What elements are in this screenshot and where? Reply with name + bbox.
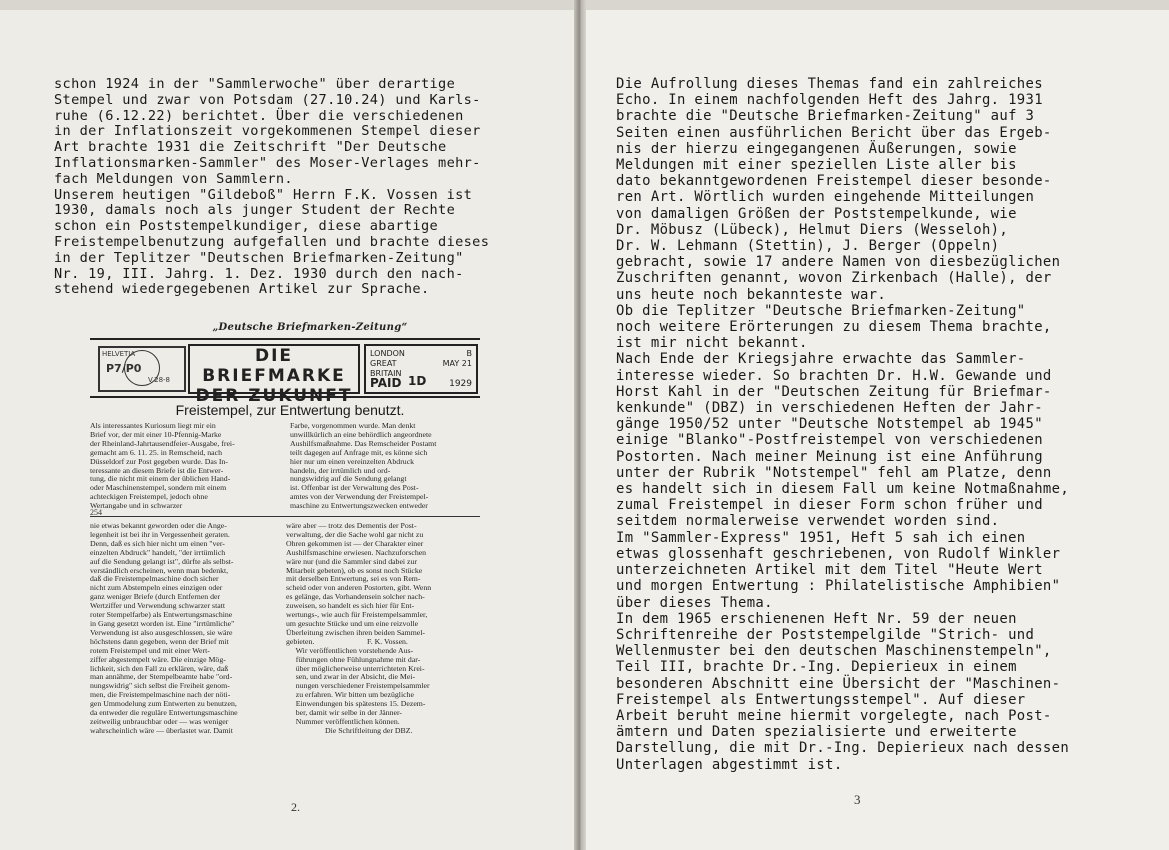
helvetia-postmark [98, 346, 186, 392]
book-gutter [574, 0, 586, 850]
meter-date: B MAY 21 [442, 349, 472, 368]
clipping-stamp-banner [90, 338, 480, 406]
left-page [0, 10, 578, 850]
right-page-number: 3 [854, 792, 861, 807]
postmark-country: HELVETIA [102, 350, 136, 358]
meter-value: 1D [408, 374, 427, 388]
meter-paid-label: PAID [370, 376, 402, 390]
clipping-title: Freistempel, zur Entwertung benutzt. [175, 402, 405, 418]
clipping-column-2b: wäre aber — trotz des Dementis der Post- verwaltung, der die Sache wohl gar nicht zu Ohren gekommen ist — der Charakter einer Aushilfsmaschine erwiesen. Nachzuforschen wäre nur (und die Sammler sind dabei zur Mitarbeit gebeten), ob es sonst noch Stücke mit derselben Entwertung, sei es von Rem- scheid oder von anderen Postorten, gibt. Wenn es gelänge, das Vorhandensein solcher nach- zuweisen, so handelt es sich hier für Ent- wertungs-, wie auch für Freistempelsammler, um gesuchte Stücke und um eine reizvolle Überleitung zwischen ihren beiden Sammel- gebieten. F. K. Vossen. Wir veröffentlichen vorstehende Aus- führungen ohne Fühlungnahme mit dar- über möglicherweise unterrichteten Krei- sen, und zwar in der Absicht, die Mei- nungen verschiedener Freistempelsammler zu erfahren. Wir bitten um bezügliche Einwendungen bis spätestens 15. Dezem- ber, damit wir selbe in der Jänner- Nummer veröffentlichen können. Die Schriftleitung der DBZ. [286, 521, 432, 735]
clipping-header: „Deutsche Briefmarken-Zeitung“ [212, 322, 408, 333]
postmark-value: P7/P0 [106, 362, 142, 375]
left-page-number: 2. [291, 800, 300, 814]
clipping-column-1a: Als interessantes Kuriosum liegt mir ein Brief vor, der mit einer 10-Pfennig-Marke der Rheinland-Jahrtausendfeier-Ausgabe, frei- gemacht am 6. 11. 25. in Remscheid, nach Düsseldorf zur Post gegeben wurde. Das In- teressante an diesem Briefe ist die Entwer- tung, die nicht mit einem der üblichen Hand- oder Maschinenstempel, sondern mit einem achteckigen Freistempel, jedoch ohne Wertangabe und in schwarzer [90, 421, 235, 511]
postmark-date: V.28-8 [148, 376, 170, 384]
meter-location: LONDON GREAT BRITAIN [370, 349, 405, 378]
clipping-column-1b: Farbe, vorgenommen wurde. Man denkt unwillkürlich an eine behördlich angeordnete Aushilfsmaßnahme. Das Remscheider Postamt teilt dagegen auf Anfrage mit, es könne sich hier nur um einen vereinzelten Abdruck handeln, der irrtümlich und ord- nungswidrig auf die Sendung gelangt ist. Offenbar ist der Verwaltung des Post- amtes von der Verwendung der Freistempel- maschine zu Entwertungszwecken entweder [290, 421, 437, 511]
clipping-divider [90, 516, 480, 517]
left-page-typed-text: schon 1924 in der "Sammlerwoche" über derartige Stempel und zwar von Potsdam (27.10.24) und Karls- ruhe (6.12.22) berichtet. Über die verschiedenen in der Inflationszeit vorgekommenen Stempel dieser Art brachte 1931 die Zeitschrift "Der Deutsche Inflationsmarken-Sammler" des Moser-Verlages mehr- fach Meldungen von Sammlern. Unserem heutigen "Gildeboß" Herrn F.K. Vossen ist 1930, damals noch als junger Student der Rechte schon ein Poststempelkundiger, diese abartige Freistempelbenutzung aufgefallen und brachte dieses in der Teplitzer "Deutschen Briefmarken-Zeitung" Nr. 19, III. Jahrg. 1. Dez. 1930 durch den nach- stehend wiedergegebenen Artikel zur Sprache. [54, 76, 490, 298]
right-page-typed-text: Die Aufrollung dieses Themas fand ein zahlreiches Echo. In einem nachfolgenden Heft des Jahrg. 1931 brachte die "Deutsche Briefmarken-Zeitung" auf 3 Seiten einen ausführlichen Bericht über das Ergeb- nis der hierzu eingegangenen Äußerungen, sowie Meldungen mit einer speziellen Liste aller bis dato bekanntgewordenen Freistempel dieser besonde- ren Art. Wörtlich wurden eingehende Mitteilungen von damaligen Größen der Poststempelkunde, wie Dr. Möbusz (Lübeck), Helmut Diers (Wesseloh), Dr. W. Lehmann (Stettin), J. Berger (Oppeln) gebracht, sowie 17 andere Namen von diesbezüglichen Zuschriften genannt, wovon Zirkenbach (Halle), der uns heute noch bekannteste war. Ob die Teplitzer "Deutsche Briefmarken-Zeitung" noch weitere Erörterungen zu diesem Thema brachte, ist mir nicht bekannt. Nach Ende der Kriegsjahre erwachte das Sammler- interesse wieder. So brachten Dr. H.W. Gewande und Horst Kahl in der "Deutschen Zeitung für Briefmar- kenkunde" (DBZ) in verschiedenen Heften der Jahr- gänge 1950/52 unter "Deutsche Notstempel ab 1945" einige "Blanko"-Postfreistempel von verschiedenen Postorten. Nach meiner Meinung ist eine Anführung unter der Rubrik "Notstempel" fehl am Platze, denn es handelt sich in diesem Fall um keine Notmaßnahme, zumal Freistempel in dieser Form schon früher und seitdem normalerweise verwendet worden sind. Im "Sammler-Express" 1951, Heft 5 sah ich einen etwas glossenhaft geschriebenen, von Rudolf Winkler unterzeichneten Artikel mit dem Titel "Heute Wert und morgen Entwertung : Philatelistische Amphibien" über dieses Thema. In dem 1965 erschienenen Heft Nr. 59 der neuen Schriftenreihe der Poststempelgilde "Strich- und Wellenmuster bei den deutschen Maschinenstempeln", Teil III, brachte Dr.-Ing. Depierieux in einem besonderen Abschnitt eine Übersicht der "Maschinen- Freistempel als Entwertungsstempel". Auf dieser Arbeit beruht meine hiermit vorgelegte, nach Post- ämtern und Daten spezialisierte und erweiterte Darstellung, die mit Dr.-Ing. Depierieux nach dessen Unterlagen abgestimmt ist. [616, 76, 1070, 773]
banner-line-2: DER ZUKUNFT [195, 386, 353, 406]
clipping-column-2a: nie etwas bekannt geworden oder die Ange- legenheit ist bei ihr in Vergessenheit geraten. Denn, daß es sich hier nicht um einen "ver- einzelten Abdruck" handelt, "der irrtümlich auf die Sendung gelangt ist", dürfte als selbst- verständlich erscheinen, wenn man bedenkt, daß die Freistempelmaschine doch sicher nicht zum Abstempeln eines einzigen oder ganz weniger Briefe (durch Entfernen der Wertziffer und Verwendung schwarzer statt roter Stempelfarbe) als Entwertungsmaschine in Gang gesetzt worden ist. Eine "irrtümliche" Verwendung ist also ausgeschlossen, sie wäre höchstens dann gegeben, wenn der Brief mit rotem Freistempel und mit einer Wert- ziffer abgestempelt wäre. Die einzige Mög- lichkeit, sich den Fall zu erklären, wäre, daß man annähme, der Stempelbeamte habe "ord- nungswidrig" sich selbst die Freiheit genom- men, die Freistempelmaschine nach der nöti- gen Ummodelung zum Entwerten zu benutzen, da entweder die reguläre Entwertungsmaschine zeitweilig unbrauchbar oder — was weniger wahrscheinlich wäre — überlastet war. Damit [90, 521, 238, 735]
meter-year: 1929 [449, 379, 472, 389]
briefmarke-zukunft-banner [188, 344, 360, 406]
clipping-page-ref: 254 [90, 508, 102, 517]
london-paid-meter-stamp [364, 344, 478, 394]
banner-line-1: DIE BRIEFMARKE [202, 346, 346, 386]
